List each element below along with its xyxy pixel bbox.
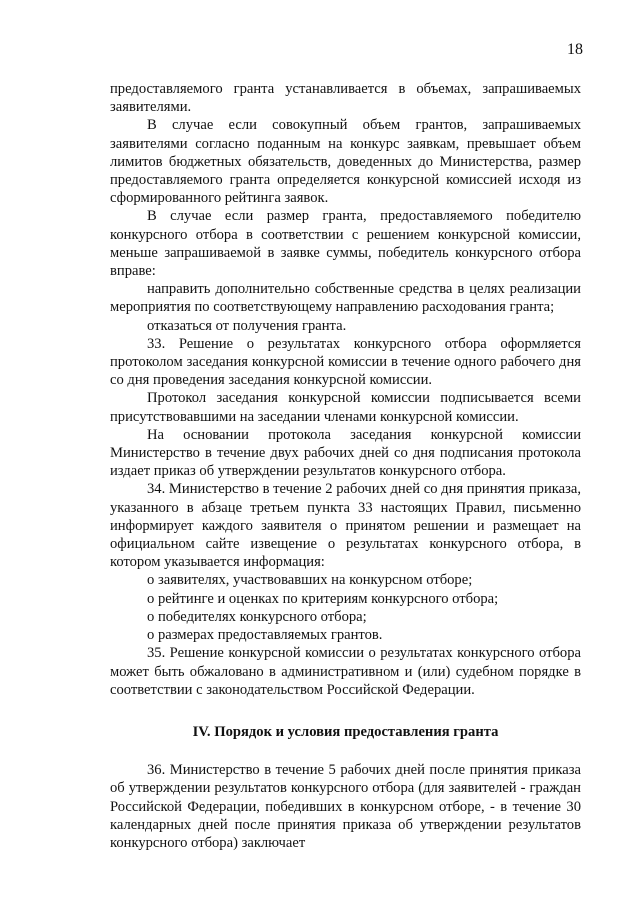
paragraph-grant-amount-continuation: предоставляемого гранта устанавливается в объемах, запрашиваемых заявителями. — [110, 81, 581, 116]
paragraph-clause-34: 34. Министерство в течение 2 рабочих дней со дня принятия приказа, указанного в абзаце третьем пункта 33 настоящих Правил, письменно информирует каждого заявителя о принятом решении и размещает на официальном сайте извещение о результатах конкурсного отбора, в котором указывается информация: — [110, 481, 581, 571]
list-item-winners: о победителях конкурсного отбора; — [147, 608, 367, 625]
paragraph-grant-less-than-requested: В случае если размер гранта, предоставляемого победителю конкурсного отбора в соответствии с решением конкурсной комиссии, меньше запрашиваемой в заявке суммы, победитель конкурсного отбора вправе: — [110, 208, 581, 280]
paragraph-total-volume-exceeds: В случае если совокупный объем грантов, запрашиваемых заявителями согласно поданным на конкурс заявкам, превышает объем лимитов бюджетных обязательств, доведенных до Министерства, размер предоставляемого гранта определяется конкурсной комиссией исходя из сформированного рейтинга заявок. — [110, 117, 581, 207]
paragraph-clause-36: 36. Министерство в течение 5 рабочих дней после принятия приказа об утверждении результатов конкурсного отбора (для заявителей - граждан Российской Федерации, победивших в конкурсном отборе, - в течение 30 календарных дней после принятия приказа об утверждении результатов конкурсного отбора) заключает — [110, 762, 581, 851]
document-body — [110, 80, 581, 852]
list-item-grant-sizes: о размерах предоставляемых грантов. — [147, 627, 383, 644]
list-item-refuse-grant: отказаться от получения гранта. — [147, 317, 347, 334]
paragraph-clause-35: 35. Решение конкурсной комиссии о результатах конкурсного отбора может быть обжаловано в административном и (или) судебном порядке в соответствии с законодательством Российской Федерации. — [110, 645, 581, 698]
list-item-own-funds: направить дополнительно собственные средства в целях реализации мероприятия по соответствующему направлению расходования гранта; — [110, 281, 581, 316]
list-item-rating: о рейтинге и оценках по критериям конкурсного отбора; — [147, 590, 499, 607]
page-number: 18 — [567, 41, 583, 58]
section-heading: IV. Порядок и условия предоставления гранта — [192, 723, 499, 740]
paragraph-protocol-signed: Протокол заседания конкурсной комиссии подписывается всеми присутствовавшими на заседании членами конкурсной комиссии. — [110, 390, 581, 425]
paragraph-order-issued: На основании протокола заседания конкурсной комиссии Министерство в течение двух рабочих дней со дня подписания протокола издает приказ об утверждении результатов конкурсного отбора. — [110, 426, 581, 480]
list-item-applicants: о заявителях, участвовавших на конкурсном отборе; — [147, 572, 473, 589]
paragraph-clause-33: 33. Решение о результатах конкурсного отбора оформляется протоколом заседания конкурсной комиссии в течение одного рабочего дня со дня проведения заседания конкурсной комиссии. — [110, 335, 581, 389]
